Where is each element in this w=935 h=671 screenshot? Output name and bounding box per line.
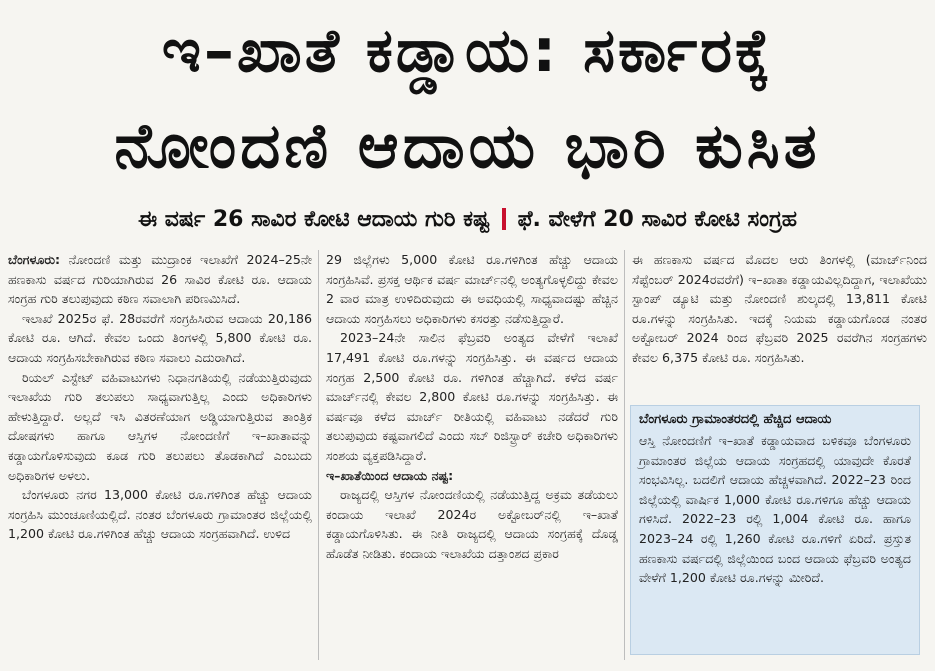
column2-paragraph-1: 29 ಜಿಲ್ಲೆಗಳು 5,000 ಕೋಟಿ ರೂ.ಗಳಿಗಿಂತ ಹೆಚ್ಚು ಆದಾಯ ಸಂಗ್ರಹಿಸಿವೆ. ಪ್ರಸಕ್ತ ಆರ್ಥಿಕ ವರ್ಷ ಮಾರ್ಚ್‌ನಲ್ಲಿ ಅಂತ್ಯಗೊಳ್ಳಲಿದ್ದು ಕೇವಲ 2 ವಾರ ಮಾತ್ರ ಉಳಿದಿರುವುದು ಈ ಅವಧಿಯಲ್ಲಿ ಸಾಧ್ಯವಾದಷ್ಟು ಹೆಚ್ಚಿನ ಆದಾಯ ಸಂಗ್ರಹಿಸಲು ಅಧಿಕಾರಿಗಳು ಕಸರತ್ತು ನಡೆಸುತ್ತಿದ್ದಾರೆ. bbox=[326, 252, 618, 326]
column1-paragraph-4: ಬೆಂಗಳೂರು ನಗರ 13,000 ಕೋಟಿ ರೂ.ಗಳಿಗಿಂತ ಹೆಚ್ಚು ಆದಾಯ ಸಂಗ್ರಹಿಸಿ ಮುಂಚೂಣಿಯಲ್ಲಿದೆ. ನಂತರ ಬೆಂಗಳೂರು ಗ್ರಾಮಾಂತರ ಜಿಲ್ಲೆಯಲ್ಲಿ 1,200 ಕೋಟಿ ರೂ.ಗಳಿಗಿಂತ ಹೆಚ್ಚು ಆದಾಯ ಸಂಗ್ರಹವಾಗಿದೆ. ಉಳಿದ bbox=[8, 487, 312, 542]
headline-line-1: ಇ–ಖಾತೆ ಕಡ್ಡಾಯ: ಸರ್ಕಾರಕ್ಕೆ bbox=[161, 16, 774, 86]
subheadline bbox=[0, 200, 935, 238]
column2-subtitle: ಇ–ಖಾತೆಯಿಂದ ಆದಾಯ ನಷ್ಟ: bbox=[326, 467, 454, 483]
column1-paragraph-3: ರಿಯಲ್ ಎಸ್ಟೇಟ್ ವಹಿವಾಟುಗಳು ನಿಧಾನಗತಿಯಲ್ಲಿ ನಡೆಯುತ್ತಿರುವುದು ಇಲಾಖೆಯ ಗುರಿ ತಲುಪಲು ಸಾಧ್ಯವಾಗುತ್ತಿಲ್ಲ ಎಂದು ಅಧಿಕಾರಿಗಳು ಹೇಳುತ್ತಿದ್ದಾರೆ. ಅಲ್ಲದೆ ಇಸಿ ವಿತರಣೆಯಾಗ ಅಡ್ಡಿಯಾಗುತ್ತಿರುವ ತಾಂತ್ರಿಕ ದೋಷಗಳು ಹಾಗೂ ಆಸ್ತಿಗಳ ನೋಂದಣಿಗೆ ಇ–ಖಾತಾವನ್ನು ಕಡ್ಡಾಯಗೊಳಿಸುವುದು ಕೂಡ ಗುರಿ ತಲುಪಲು ತೊಡಕಾಗಿದೆ ಎಂಬುದು ಅಧಿಕಾರಿಗಳ ಅಳಲು. bbox=[8, 369, 312, 483]
sidebar-body: ಆಸ್ತಿ ನೋಂದಣಿಗೆ ಇ–ಖಾತೆ ಕಡ್ಡಾಯವಾದ ಬಳಿಕವೂ ಬೆಂಗಳೂರು ಗ್ರಾಮಾಂತರ ಜಿಲ್ಲೆಯ ಆದಾಯ ಸಂಗ್ರಹದಲ್ಲಿ ಯಾವುದೇ ಕೊರತೆ ಸಂಭವಿಸಿಲ್ಲ. ಬದಲಿಗೆ ಆದಾಯ ಹೆಚ್ಚಳವಾಗಿದೆ. 2022–23 ರಿಂದ ಜಿಲ್ಲೆಯಲ್ಲಿ ವಾರ್ಷಿಕ 1,000 ಕೋಟಿ ರೂ.ಗಳಿಗೂ ಹೆಚ್ಚು ಆದಾಯ ಗಳಿಸಿದೆ. 2022–23 ರಲ್ಲಿ 1,004 ಕೋಟಿ ರೂ. ಹಾಗೂ 2023–24 ರಲ್ಲಿ 1,260 ಕೋಟಿ ರೂ.ಗಳಿಗೆ ಏರಿದೆ. ಪ್ರಸ್ತುತ ಹಣಕಾಸು ವರ್ಷದಲ್ಲಿ ಜಿಲ್ಲೆಯಿಂದ ಬಂದ ಆದಾಯ ಫೆಬ್ರವರಿ ಅಂತ್ಯದ ವೇಳೆಗೆ 1,200 ಕೋಟಿ ರೂ.ಗಳನ್ನು ಮೀರಿದೆ. bbox=[639, 433, 911, 586]
article-column-1 bbox=[8, 250, 312, 665]
column1-text-1: ನೋಂದಣಿ ಮತ್ತು ಮುದ್ರಾಂಕ ಇಲಾಖೆಗೆ 2024–25ನೇ ಹಣಕಾಸು ವರ್ಷದ ಗುರಿಯಾಗಿರುವ 26 ಸಾವಿರ ಕೋಟಿ ರೂ. ಆದಾಯ ಸಂಗ್ರಹ ಗುರಿ ತಲುಪುವುದು ಕಠಿಣ ಸವಾಲಾಗಿ ಪರಿಣಮಿಸಿದೆ. bbox=[8, 252, 312, 307]
subheadline-right: ಫೆ. ವೇಳೆಗೆ 20 ಸಾವಿರ ಕೋಟಿ ಸಂಗ್ರಹ bbox=[517, 206, 798, 232]
sidebar-title: ಬೆಂಗಳೂರು ಗ್ರಾಮಾಂತರದಲ್ಲಿ ಹೆಚ್ಚಿದ ಆದಾಯ bbox=[639, 412, 832, 427]
subheadline-separator bbox=[502, 208, 506, 230]
column-divider bbox=[624, 250, 625, 660]
column2-paragraph-3: ರಾಜ್ಯದಲ್ಲಿ ಆಸ್ತಿಗಳ ನೋಂದಣಿಯಲ್ಲಿ ನಡೆಯುತ್ತಿದ್ದ ಅಕ್ರಮ ತಡೆಯಲು ಕಂದಾಯ ಇಲಾಖೆ 2024ರ ಅಕ್ಟೋಬರ್‌ನಲ್ಲಿ ಇ–ಖಾತೆ ಕಡ್ಡಾಯಗೊಳಿಸಿತು. ಈ ನೀತಿ ರಾಜ್ಯದಲ್ಲಿ ಆದಾಯ ಸಂಗ್ರಹಕ್ಕೆ ದೊಡ್ಡ ಹೊಡೆತ ನೀಡಿತು. ಕಂದಾಯ ಇಲಾಖೆಯ ದತ್ತಾಂಶದ ಪ್ರಕಾರ bbox=[326, 487, 618, 561]
subheadline-left: ಈ ವರ್ಷ 26 ಸಾವಿರ ಕೋಟಿ ಆದಾಯ ಗುರಿ ಕಷ್ಟ bbox=[137, 206, 490, 232]
column3-paragraph-1: ಈ ಹಣಕಾಸು ವರ್ಷದ ಮೊದಲ ಆರು ತಿಂಗಳಲ್ಲಿ (ಮಾರ್ಚ್‌ನಿಂದ ಸೆಪ್ಟೆಂಬರ್ 2024ರವರೆಗೆ) ಇ–ಖಾತಾ ಕಡ್ಡಾಯವಿಲ್ಲದಿದ್ದಾಗ, ಇಲಾಖೆಯು ಸ್ಟಾಂಪ್ ಡ್ಯೂಟಿ ಮತ್ತು ನೋಂದಣಿ ಶುಲ್ಕದಲ್ಲಿ 13,811 ಕೋಟಿ ರೂ.ಗಳನ್ನು ಸಂಗ್ರಹಿಸಿತು. ಇದಕ್ಕೆ ನಿಯಮ ಕಡ್ಡಾಯಗೊಂಡ ನಂತರ ಅಕ್ಟೋಬರ್ 2024 ರಿಂದ ಫೆಬ್ರವರಿ 2025 ರವರೆಗಿನ ಸಂಗ್ರಹಗಳು ಕೇವಲ 6,375 ಕೋಟಿ ರೂ. ಸಂಗ್ರಹಿಸಿತು. bbox=[632, 252, 927, 365]
column-divider bbox=[318, 250, 319, 660]
headline-line-2: ನೋಂದಣಿ ಆದಾಯ ಭಾರಿ ಕುಸಿತ bbox=[114, 109, 821, 182]
column1-paragraph-2: ಇಲಾಖೆ 2025ರ ಫೆ. 28ರವರೆಗೆ ಸಂಗ್ರಹಿಸಿರುವ ಆದಾಯ 20,186 ಕೋಟಿ ರೂ. ಆಗಿದೆ. ಕೇವಲ ಒಂದು ತಿಂಗಳಲ್ಲಿ 5,800 ಕೋಟಿ ರೂ. ಆದಾಯ ಸಂಗ್ರಹಿಸಬೇಕಾಗಿರುವ ಕಠಿಣ ಸವಾಲು ಎದುರಾಗಿದೆ. bbox=[8, 310, 312, 365]
dateline: ಬೆಂಗಳೂರು: bbox=[8, 252, 61, 267]
sidebar-box bbox=[630, 405, 920, 655]
article-column-2 bbox=[326, 250, 618, 665]
column2-paragraph-2: 2023–24ನೇ ಸಾಲಿನ ಫೆಬ್ರವರಿ ಅಂತ್ಯದ ವೇಳೆಗೆ ಇಲಾಖೆ 17,491 ಕೋಟಿ ರೂ.ಗಳನ್ನು ಸಂಗ್ರಹಿಸಿತ್ತು. ಈ ವರ್ಷದ ಆದಾಯ ಸಂಗ್ರಹ 2,500 ಕೋಟಿ ರೂ. ಗಳಿಗಿಂತ ಹೆಚ್ಚಾಗಿದೆ. ಕಳೆದ ವರ್ಷ ಮಾರ್ಚ್‌ನಲ್ಲಿ ಕೇವಲ 2,800 ಕೋಟಿ ರೂ.ಗಳನ್ನು ಸಂಗ್ರಹಿಸಿತ್ತು. ಈ ವರ್ಷವೂ ಕಳೆದ ಮಾರ್ಚ್ ರೀತಿಯಲ್ಲಿ ವಹಿವಾಟು ನಡೆದರೆ ಗುರಿ ತಲುಪುವುದು ಕಷ್ಟವಾಗಲಿದೆ ಎಂದು ಸಬ್ ರಿಜಿಸ್ಟ್ರಾರ್ ಕಚೇರಿ ಅಧಿಕಾರಿಗಳು ಸಂಶಯ ವ್ಯಕ್ತಪಡಿಸಿದ್ದಾರೆ. bbox=[326, 330, 618, 463]
column1-paragraph-1 bbox=[8, 250, 312, 309]
article-column-3 bbox=[632, 250, 927, 400]
